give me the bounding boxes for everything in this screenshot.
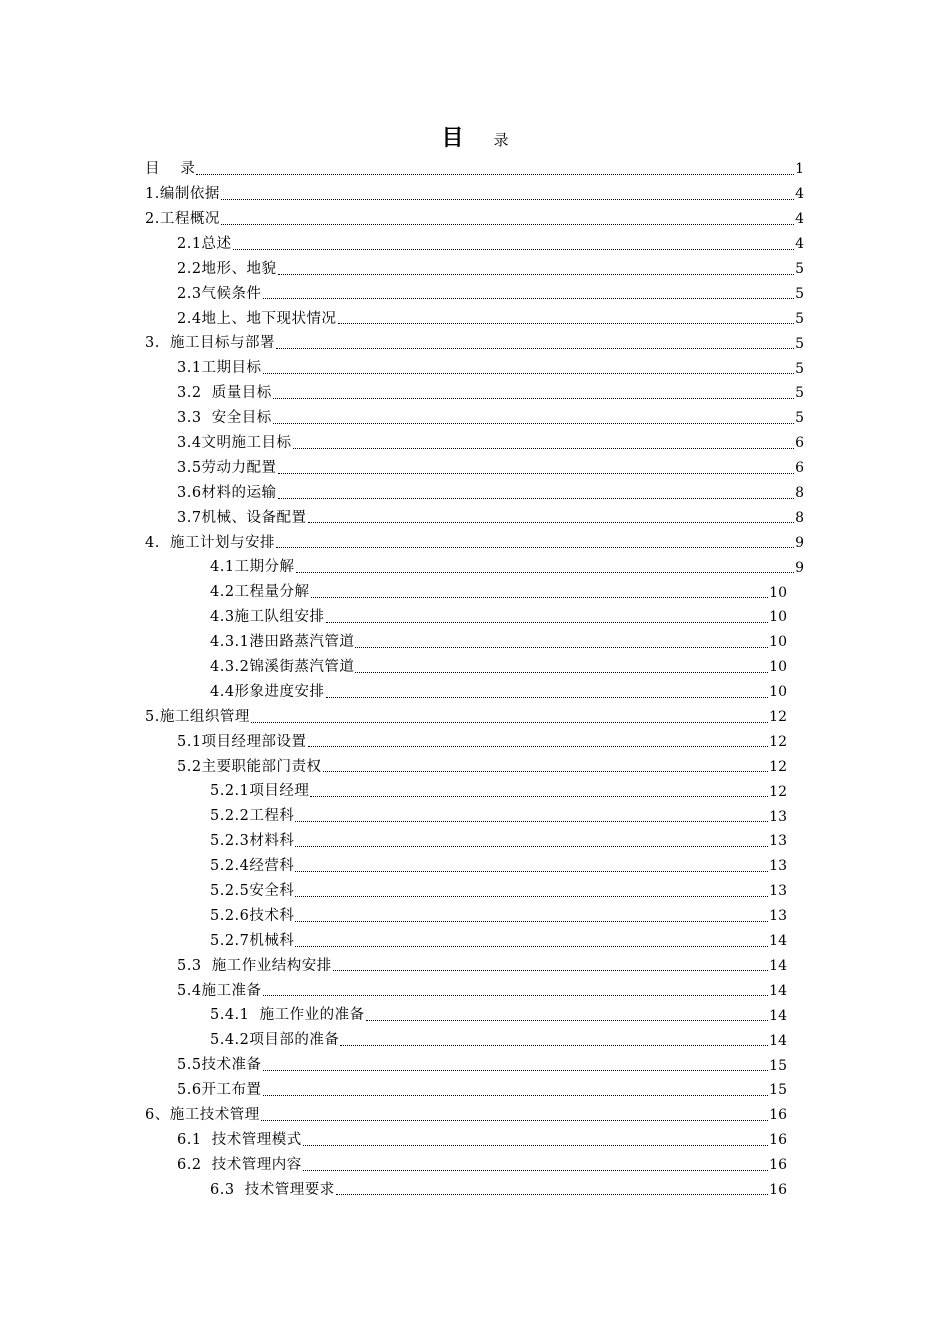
toc-title (0, 121, 950, 152)
toc-entry[interactable] (0, 779, 787, 804)
toc-leader-dots (196, 174, 794, 175)
toc-entry-page: 14 (769, 982, 787, 999)
toc-entry[interactable] (0, 530, 804, 555)
toc-entry-title: 4.3施工队组安排 (210, 609, 325, 626)
toc-entry-page: 8 (795, 509, 804, 526)
toc-entry[interactable] (0, 481, 804, 506)
table-of-contents (0, 157, 950, 1202)
toc-entry[interactable] (0, 157, 804, 182)
toc-entry-title: 2.3气候条件 (177, 285, 262, 302)
toc-entry-page: 15 (769, 1082, 787, 1099)
toc-entry[interactable] (0, 1078, 787, 1103)
toc-entry-page: 14 (769, 957, 787, 974)
toc-leader-dots (323, 771, 769, 772)
toc-entry-title: 5.施工组织管理 (145, 708, 250, 725)
toc-entry[interactable] (0, 954, 787, 979)
toc-entry-title: 5.2.4经营科 (210, 858, 295, 875)
toc-leader-dots (233, 249, 795, 250)
toc-entry-page: 13 (769, 883, 787, 900)
toc-entry-page: 5 (795, 360, 804, 377)
toc-entry[interactable] (0, 680, 787, 705)
toc-leader-dots (355, 672, 768, 673)
toc-entry-title: 4.1工期分解 (210, 559, 295, 576)
toc-entry-title: 3. 施工目标与部署 (145, 335, 276, 352)
toc-entry[interactable] (0, 580, 787, 605)
toc-entry-page: 5 (795, 335, 804, 352)
toc-entry-title: 3.7机械、设备配置 (177, 509, 307, 526)
toc-entry[interactable] (0, 505, 804, 530)
toc-entry[interactable] (0, 232, 804, 257)
toc-entry-page: 13 (769, 833, 787, 850)
toc-leader-dots (311, 597, 769, 598)
toc-leader-dots (263, 298, 795, 299)
toc-entry-page: 1 (795, 161, 804, 178)
toc-leader-dots (326, 622, 769, 623)
toc-entry-title: 3.5劳动力配置 (177, 459, 277, 476)
toc-entry[interactable] (0, 729, 787, 754)
toc-entry-title: 6、施工技术管理 (145, 1107, 260, 1124)
toc-entry[interactable] (0, 1103, 787, 1128)
toc-entry-title: 4.3.1港田路蒸汽管道 (210, 634, 355, 651)
toc-entry[interactable] (0, 630, 787, 655)
toc-leader-dots (221, 199, 794, 200)
toc-entry-title: 目 录 (145, 161, 196, 178)
toc-leader-dots (278, 498, 795, 499)
toc-leader-dots (366, 1020, 769, 1021)
toc-entry-title: 4.4形象进度安排 (210, 683, 325, 700)
toc-leader-dots (308, 522, 795, 523)
toc-entry[interactable] (0, 406, 804, 431)
toc-entry[interactable] (0, 331, 804, 356)
toc-leader-dots (295, 846, 768, 847)
toc-leader-dots (295, 871, 768, 872)
toc-entry-page: 5 (795, 261, 804, 277)
toc-entry[interactable] (0, 1028, 787, 1053)
toc-leader-dots (308, 746, 769, 747)
toc-entry-page: 16 (769, 1132, 787, 1149)
toc-leader-dots (263, 1095, 769, 1096)
toc-entry-title: 5.1项目经理部设置 (177, 733, 307, 750)
toc-entry-title: 6.3 技术管理要求 (210, 1181, 335, 1198)
toc-title-main: 目 (441, 125, 464, 151)
toc-entry-title: 2.工程概况 (145, 210, 220, 227)
toc-entry-page: 14 (769, 933, 787, 950)
toc-entry-title: 5.2.1项目经理 (210, 783, 310, 800)
toc-leader-dots (278, 473, 795, 474)
toc-entry-page: 5 (795, 285, 804, 302)
toc-entry-page: 5 (795, 310, 804, 327)
toc-leader-dots (273, 423, 794, 424)
toc-leader-dots (333, 970, 768, 971)
toc-entry-page: 16 (769, 1157, 787, 1174)
toc-entry-page: 4 (795, 236, 804, 253)
toc-entry-page: 12 (769, 709, 787, 726)
toc-leader-dots (276, 348, 794, 349)
toc-entry-title: 5.2.3材料科 (210, 833, 295, 850)
toc-leader-dots (273, 398, 794, 399)
toc-entry[interactable] (0, 281, 804, 306)
toc-entry-title: 1.编制依据 (145, 186, 220, 203)
toc-entry[interactable] (0, 804, 787, 829)
toc-leader-dots (303, 1170, 768, 1171)
toc-title-secondary: 录 (493, 131, 509, 149)
toc-entry-title: 5.4.1 施工作业的准备 (210, 1007, 365, 1024)
toc-leader-dots (263, 1070, 769, 1071)
toc-entry[interactable] (0, 306, 804, 331)
toc-entry-title: 5.2.7机械科 (210, 932, 295, 949)
toc-entry-page: 13 (769, 908, 787, 925)
toc-entry-title: 5.2.6技术科 (210, 907, 295, 924)
toc-entry-page: 10 (769, 609, 787, 626)
toc-entry[interactable] (0, 555, 804, 580)
toc-entry[interactable] (0, 1178, 787, 1203)
toc-entry-title: 3.6材料的运输 (177, 484, 277, 501)
toc-entry-title: 5.6开工布置 (177, 1082, 262, 1099)
toc-entry[interactable] (0, 1053, 787, 1078)
toc-entry-title: 4. 施工计划与安排 (145, 534, 276, 551)
toc-entry-title: 3.1工期目标 (177, 360, 262, 377)
toc-entry-page: 5 (795, 410, 804, 427)
toc-entry-page: 10 (769, 634, 787, 651)
toc-entry-title: 6.1 技术管理模式 (177, 1131, 302, 1148)
toc-leader-dots (326, 697, 769, 698)
toc-entry-title: 5.4.2项目部的准备 (210, 1032, 340, 1049)
toc-entry[interactable] (0, 705, 787, 730)
toc-entry[interactable] (0, 854, 787, 879)
toc-entry-page: 16 (769, 1107, 787, 1124)
toc-entry-page: 12 (769, 783, 787, 800)
toc-entry[interactable] (0, 904, 787, 929)
toc-leader-dots (338, 323, 795, 324)
toc-entry[interactable] (0, 829, 787, 854)
toc-leader-dots (261, 1120, 768, 1121)
toc-entry-title: 3.4文明施工目标 (177, 434, 292, 451)
toc-entry-title: 5.2.5安全科 (210, 883, 295, 900)
toc-entry-page: 12 (769, 758, 787, 775)
toc-entry[interactable] (0, 356, 804, 381)
toc-entry[interactable] (0, 257, 804, 282)
toc-entry-title: 4.3.2锦溪街蒸汽管道 (210, 659, 355, 675)
toc-entry[interactable] (0, 1128, 787, 1153)
toc-leader-dots (221, 224, 794, 225)
toc-entry[interactable] (0, 182, 804, 207)
toc-entry-page: 10 (769, 659, 787, 676)
toc-entry-page: 16 (769, 1181, 787, 1198)
toc-entry-title: 5.4施工准备 (177, 982, 262, 999)
toc-entry-page: 14 (769, 1032, 787, 1049)
toc-entry-title: 5.2主要职能部门责权 (177, 758, 322, 775)
toc-entry-title: 6.2 技术管理内容 (177, 1156, 302, 1173)
toc-leader-dots (263, 995, 769, 996)
toc-entry-page: 4 (795, 211, 804, 228)
toc-leader-dots (278, 274, 795, 275)
toc-entry-title: 5.3 施工作业结构安排 (177, 957, 332, 974)
toc-entry-page: 10 (769, 584, 787, 601)
toc-entry-title: 3.3 安全目标 (177, 410, 272, 427)
toc-entry[interactable] (0, 879, 787, 904)
toc-entry-title: 5.5技术准备 (177, 1057, 262, 1074)
toc-leader-dots (295, 946, 768, 947)
toc-leader-dots (303, 1145, 768, 1146)
toc-entry-page: 9 (795, 534, 804, 551)
toc-entry[interactable] (0, 207, 804, 232)
toc-entry[interactable] (0, 605, 787, 630)
toc-entry-title: 4.2工程量分解 (210, 584, 310, 601)
toc-entry-title: 3.2 质量目标 (177, 385, 272, 402)
toc-leader-dots (310, 796, 768, 797)
toc-entry[interactable] (0, 655, 787, 680)
toc-entry-page: 15 (769, 1057, 787, 1074)
toc-entry-page: 12 (769, 733, 787, 750)
toc-entry[interactable] (0, 929, 787, 954)
toc-entry-title: 2.2地形、地貌 (177, 260, 277, 277)
toc-entry-page: 13 (769, 808, 787, 825)
toc-entry-page: 10 (769, 684, 787, 701)
toc-entry[interactable] (0, 1003, 787, 1028)
toc-leader-dots (340, 1045, 768, 1046)
toc-leader-dots (276, 547, 794, 548)
toc-entry-page: 9 (795, 559, 804, 576)
toc-entry-page: 13 (769, 858, 787, 875)
toc-entry[interactable] (0, 1153, 787, 1178)
toc-leader-dots (293, 448, 795, 449)
toc-leader-dots (295, 896, 768, 897)
toc-leader-dots (251, 722, 768, 723)
toc-leader-dots (296, 572, 795, 573)
toc-leader-dots (263, 373, 795, 374)
toc-entry-page: 6 (795, 435, 804, 452)
toc-entry-title: 2.4地上、地下现状情况 (177, 310, 337, 327)
toc-entry-title: 5.2.2工程科 (210, 808, 295, 825)
toc-entry[interactable] (0, 456, 804, 481)
toc-entry-page: 14 (769, 1007, 787, 1024)
toc-entry[interactable] (0, 381, 804, 406)
toc-entry[interactable] (0, 978, 787, 1003)
toc-entry-page: 6 (795, 460, 804, 477)
toc-entry[interactable] (0, 431, 804, 456)
toc-entry-page: 4 (795, 186, 804, 203)
toc-entry[interactable] (0, 754, 787, 779)
toc-entry-page: 8 (795, 485, 804, 502)
toc-entry-page: 5 (795, 385, 804, 402)
toc-leader-dots (295, 821, 768, 822)
toc-leader-dots (355, 647, 768, 648)
toc-leader-dots (336, 1194, 768, 1195)
toc-leader-dots (295, 921, 768, 922)
toc-entry-title: 2.1总述 (177, 235, 232, 252)
